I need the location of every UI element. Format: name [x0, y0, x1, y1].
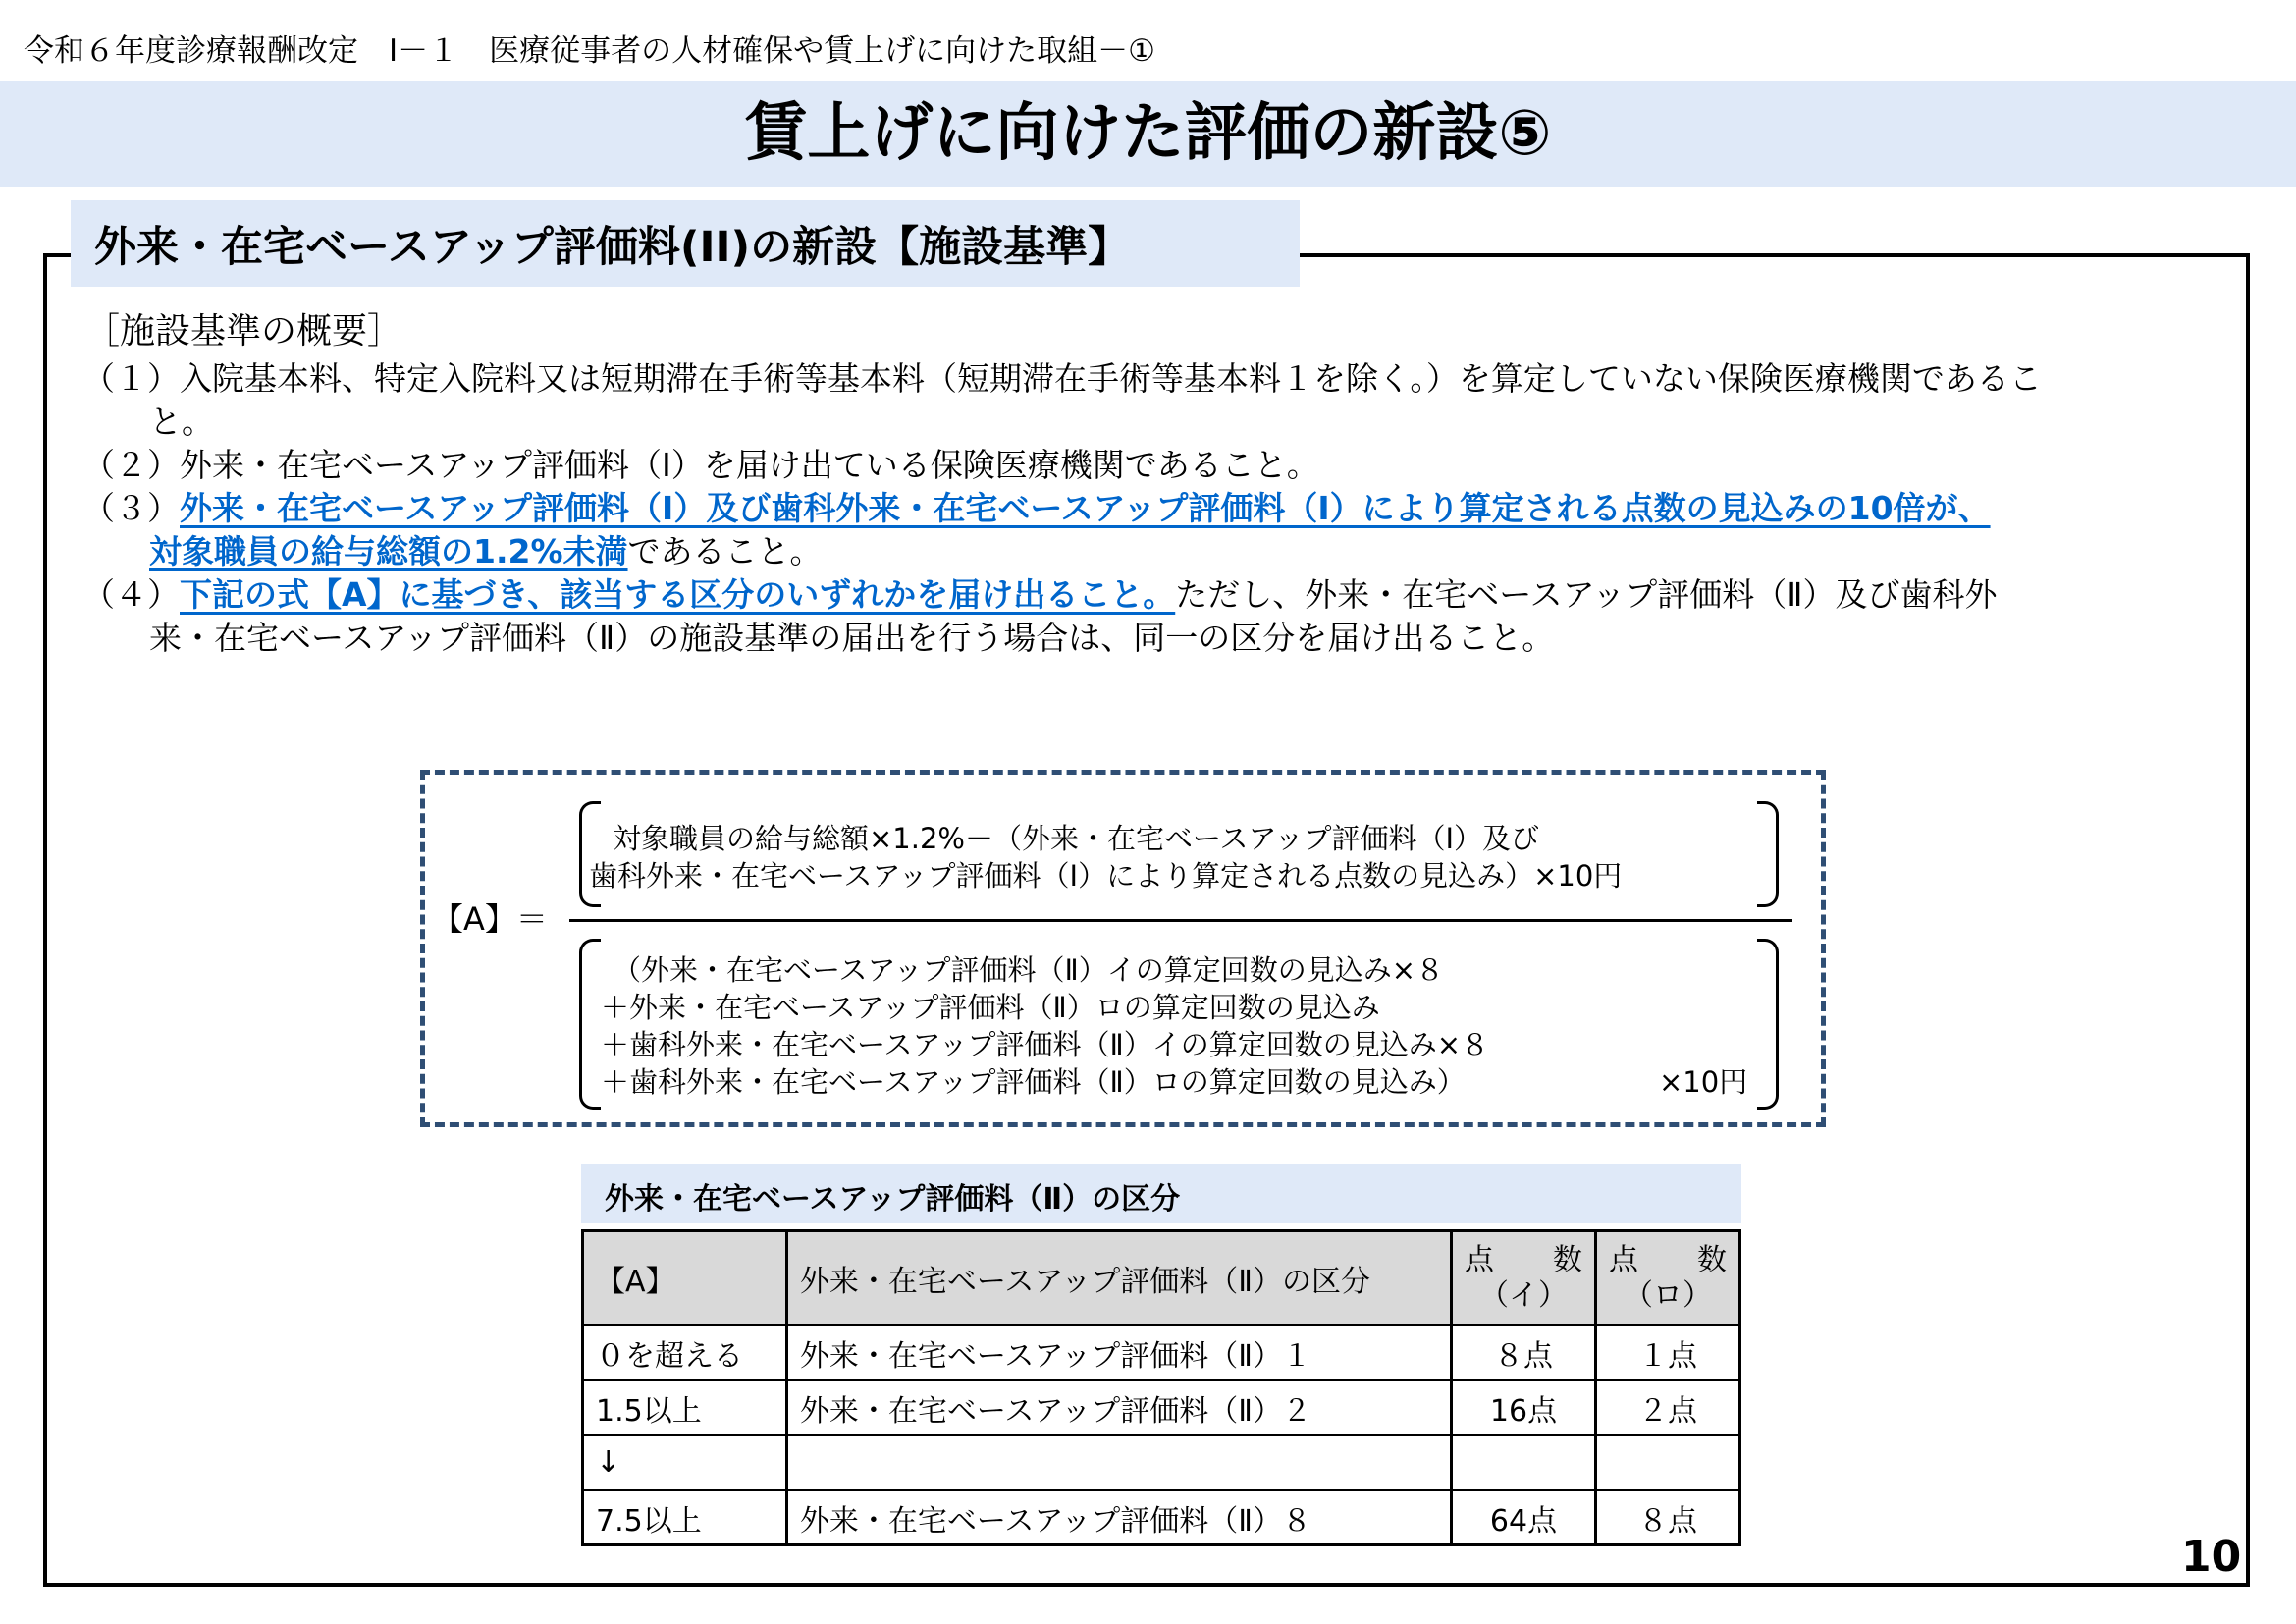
denominator-bracket-left — [579, 939, 601, 1110]
denominator-line-1: （外来・在宅ベースアップ評価料（Ⅱ）イの算定回数の見込み×８ — [613, 953, 1445, 987]
overview-item-2: （２）外来・在宅ベースアップ評価料（Ⅰ）を届け出ている保険医療機関であること。 — [82, 446, 1319, 484]
page-number: 10 — [2181, 1532, 2242, 1582]
denominator-line-2: ＋外来・在宅ベースアップ評価料（Ⅱ）ロの算定回数の見込み — [601, 991, 1380, 1024]
denominator-line-4: ＋歯科外来・在宅ベースアップ評価料（Ⅱ）ロの算定回数の見込み） — [601, 1065, 1466, 1099]
cell-kubun: 外来・在宅ベースアップ評価料（Ⅱ）１ — [786, 1326, 1451, 1380]
cell-points-ro — [1595, 1435, 1739, 1490]
numerator-line-1: 対象職員の給与総額×1.2%－（外来・在宅ベースアップ評価料（Ⅰ）及び — [613, 822, 1540, 855]
denominator-unit: ×10円 — [1659, 1065, 1748, 1099]
cell-a: 1.5以上 — [583, 1380, 787, 1435]
cell-kubun: 外来・在宅ベースアップ評価料（Ⅱ）８ — [786, 1490, 1451, 1545]
denominator-line-3: ＋歯科外来・在宅ベースアップ評価料（Ⅱ）イの算定回数の見込み×８ — [601, 1028, 1490, 1061]
overview-item-4-rest: ただし、外来・在宅ベースアップ評価料（Ⅱ）及び歯科外 — [1175, 575, 1998, 614]
header-points-i-sub: （イ） — [1478, 1277, 1568, 1313]
table-row — [583, 1490, 1740, 1545]
page-title: 賃上げに向けた評価の新設⑤ — [744, 97, 1552, 170]
overview-item-1: （１）入院基本料、特定入院料又は短期滞在手術等基本料（短期滞在手術等基本料１を除く。）を算定していない保険医療機関であるこ — [82, 359, 2042, 398]
cell-points-i: 64点 — [1451, 1490, 1595, 1545]
overview-item-3-cont — [149, 532, 823, 571]
formula-label: 【A】＝ — [432, 900, 548, 938]
section-title: 外来・在宅ベースアップ評価料(II)の新設【施設基準】 — [94, 223, 1131, 272]
table-row — [583, 1435, 1740, 1490]
fraction-line — [569, 919, 1792, 922]
kubun-table — [581, 1229, 1741, 1546]
header-points-ro — [1595, 1231, 1739, 1326]
overview-heading: ［施設基準の概要］ — [84, 311, 403, 352]
header-points-i-label: 点 数 — [1464, 1242, 1582, 1277]
denominator-bracket-right — [1757, 939, 1779, 1110]
table-row — [583, 1326, 1740, 1380]
header-kubun: 外来・在宅ベースアップ評価料（Ⅱ）の区分 — [786, 1231, 1451, 1326]
cell-points-i: 16点 — [1451, 1380, 1595, 1435]
header-a: 【A】 — [583, 1231, 787, 1326]
table-row — [583, 1380, 1740, 1435]
overview-item-4-prefix: （４） — [82, 575, 180, 614]
cell-points-ro: ２点 — [1595, 1380, 1739, 1435]
table-caption: 外来・在宅ベースアップ評価料（Ⅱ）の区分 — [605, 1182, 1181, 1217]
overview-item-3 — [82, 489, 1991, 528]
cell-a: ↓ — [583, 1435, 787, 1490]
overview-item-4-cont: 来・在宅ベースアップ評価料（Ⅱ）の施設基準の届出を行う場合は、同一の区分を届け出ること。 — [149, 619, 1555, 657]
overview-item-1-cont: と。 — [149, 403, 214, 441]
overview-item-3-prefix: （３） — [82, 489, 180, 527]
overview-item-4-highlight: 下記の式【A】に基づき、該当する区分のいずれかを届け出ること。 — [180, 575, 1176, 614]
numerator-bracket-right — [1757, 801, 1779, 907]
cell-kubun — [786, 1435, 1451, 1490]
table-header-row — [583, 1231, 1740, 1326]
cell-points-ro: ８点 — [1595, 1490, 1739, 1545]
cell-points-ro: １点 — [1595, 1326, 1739, 1380]
overview-item-3-suffix: であること。 — [627, 532, 823, 570]
overview-item-4 — [82, 575, 1998, 615]
cell-a: 7.5以上 — [583, 1490, 787, 1545]
overview-item-3-highlight-2: 対象職員の給与総額の1.2%未満 — [149, 532, 628, 570]
cell-kubun: 外来・在宅ベースアップ評価料（Ⅱ）２ — [786, 1380, 1451, 1435]
header-points-ro-sub: （ロ） — [1623, 1277, 1712, 1313]
overview-item-3-highlight: 外来・在宅ベースアップ評価料（Ⅰ）及び歯科外来・在宅ベースアップ評価料（Ⅰ）により算定される点数の見込みの10倍が、 — [180, 489, 1991, 527]
cell-points-i: ８点 — [1451, 1326, 1595, 1380]
header-points-i — [1451, 1231, 1595, 1326]
cell-a: ０を超える — [583, 1326, 787, 1380]
breadcrumb: 令和６年度診療報酬改定 Ⅰ－１ 医療従事者の人材確保や賃上げに向けた取組－① — [24, 33, 1155, 69]
cell-points-i — [1451, 1435, 1595, 1490]
header-points-ro-label: 点 数 — [1608, 1242, 1727, 1277]
numerator-line-2: 歯科外来・在宅ベースアップ評価料（Ⅰ）により算定される点数の見込み）×10円 — [589, 859, 1623, 893]
